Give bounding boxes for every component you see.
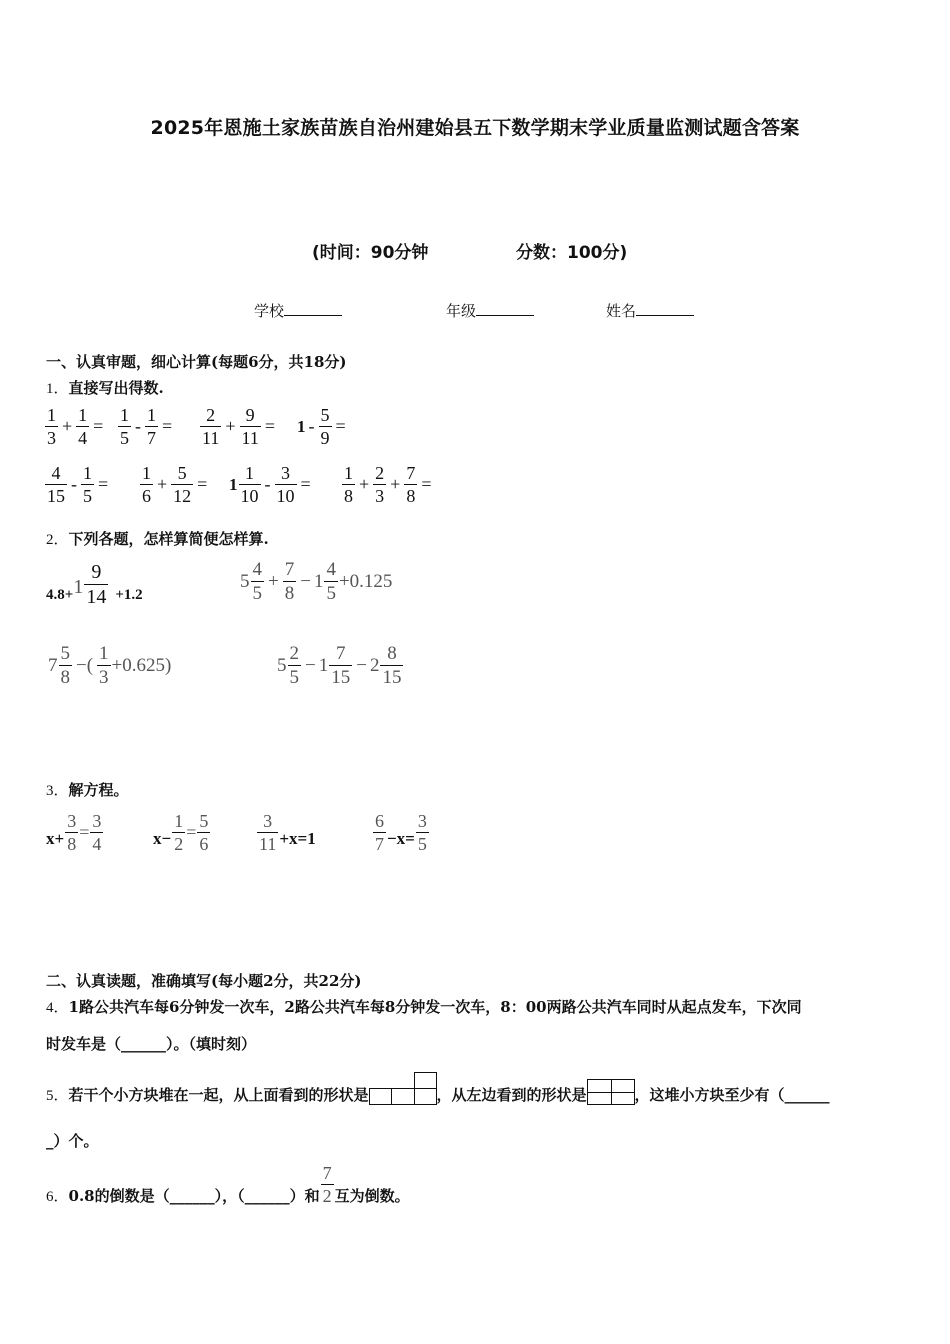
name-label: 姓名 — [606, 302, 637, 320]
school-label: 学校 — [254, 302, 285, 320]
section1-heading: 一、认真审题，细心计算(每题6分，共18分) — [46, 353, 347, 371]
section2-heading: 二、认真读题，准确填写(每小题2分，共22分) — [46, 972, 362, 990]
question-5-line2 — [46, 1130, 99, 1151]
fraction: 5 8 — [60, 643, 70, 688]
school-field — [254, 300, 342, 321]
simplify-1: 4.8+ 1 9 14 +1.2 — [46, 561, 143, 608]
question-text: 0.8的倒数是（______），（______）和 — [68, 1187, 320, 1205]
question-3 — [46, 779, 129, 800]
fraction: 1 3 — [99, 643, 109, 688]
question-number: 3． — [46, 783, 69, 799]
question-text: 若干个小方块堆在一起，从上面看到的形状是 — [68, 1086, 369, 1104]
calc-2-1: 4 15 - $\frac{1}{5}$ = — [47, 463, 109, 506]
equation-3: 3 11 +x=1 — [259, 811, 316, 854]
question-5-line1 — [46, 1079, 830, 1105]
fraction: 7 2 — [322, 1163, 332, 1206]
fraction: $\frac{5}{9}$ — [320, 405, 330, 448]
fraction: 1 5 — [120, 405, 129, 448]
question-1 — [46, 377, 164, 398]
question-4-line2 — [46, 1033, 256, 1054]
fraction: $\frac{1}{2}$ — [174, 811, 184, 854]
equation-4: 6 7 −x= $\frac{3}{5}$ — [375, 811, 427, 854]
calc-2-4: 1 8 + $\frac{2}{3}$ + $\frac{7}{8}$ = — [344, 463, 432, 506]
name-blank — [636, 301, 694, 316]
total-score: 分数：100分) — [516, 243, 628, 263]
calc-1-2: 1 5 - $\frac{1}{7}$ = — [120, 405, 173, 448]
fraction: 8 15 — [382, 643, 402, 688]
fraction: $\frac{1}{7}$ — [147, 405, 156, 448]
fraction: 1 6 — [142, 463, 151, 506]
fraction: 4 5 — [326, 559, 336, 604]
fraction: $\frac{5}{6}$ — [199, 811, 209, 854]
fraction: 1 10 — [240, 463, 259, 506]
question-text: 解方程。 — [68, 781, 129, 799]
time-limit: (时间：90分钟 — [312, 243, 429, 263]
fraction: 1 3 — [47, 405, 56, 448]
simplify-2: 5 4 5 + $\frac{7}{8}$ − 1 4 5 +0.125 — [240, 559, 393, 604]
fraction: $\frac{3}{8}$ — [67, 811, 77, 854]
grade-blank — [476, 301, 534, 316]
question-number: 4． — [46, 1000, 69, 1016]
fraction: 2 11 — [202, 405, 220, 448]
question-text: ，这堆小方块至少有（______ — [634, 1086, 830, 1104]
calc-1-3: 2 11 + $\frac{9}{11}$ = — [202, 405, 275, 448]
calc-2-2: 1 6 + $\frac{5}{12}$ = — [142, 463, 208, 506]
fraction: 1 8 — [344, 463, 353, 506]
question-text: 互为倒数。 — [334, 1187, 410, 1205]
equation-2: x− $\frac{1}{2}$ = $\frac{5}{6}$ — [153, 811, 209, 854]
simplify-3: 7 5 8 −( 1 3 +0.625) — [48, 643, 172, 688]
fraction: $\frac{7}{8}$ — [284, 559, 295, 604]
question-number: 1． — [46, 381, 69, 397]
left-view-shape — [587, 1079, 635, 1105]
question-text: 1路公共汽车每6分钟发一次车，2路公共汽车每8分钟发一次车，8：00两路公共汽车同时从起点发车，下次同 — [68, 998, 802, 1016]
calc-1-4: 1 - $\frac{5}{9}$ = — [297, 405, 346, 448]
question-2 — [46, 528, 269, 549]
question-text: 时发车是（______）。（填时刻） — [46, 1035, 257, 1053]
question-4-line1 — [46, 996, 802, 1017]
fraction: 4 5 — [252, 559, 262, 604]
fraction: $\frac{9}{11}$ — [241, 405, 259, 448]
grade-label: 年级 — [446, 302, 477, 320]
fraction: $\frac{2}{3}$ — [375, 463, 385, 506]
fraction: 4 15 — [47, 463, 65, 506]
fraction: 3 11 — [259, 811, 277, 854]
question-6 — [46, 1163, 410, 1206]
question-text: ，从左边看到的形状是 — [436, 1086, 587, 1104]
calc-1-1: 1 3 + $\frac{1}{4}$ = — [47, 405, 104, 448]
fraction: 2 5 — [289, 643, 299, 688]
question-text: _）个。 — [46, 1132, 99, 1150]
fraction: $\frac{1}{4}$ — [78, 405, 88, 448]
question-text: 直接写出得数. — [68, 379, 164, 397]
equation-1: x+ $\frac{3}{8}$ = $\frac{3}{4}$ — [46, 811, 102, 854]
calc-2-3: 1 1 10 - $\frac{3}{10}$ = — [229, 463, 311, 506]
fraction: 7 15 — [331, 643, 351, 688]
simplify-4: 5 2 5 − 1 7 15 − 2 8 15 — [277, 643, 402, 688]
grade-field — [446, 300, 534, 321]
fraction: $\frac{5}{12}$ — [173, 463, 192, 506]
question-number: 2． — [46, 532, 69, 548]
fraction: 6 7 — [375, 811, 384, 854]
fraction: $\frac{3}{5}$ — [417, 811, 427, 854]
fraction: $\frac{3}{4}$ — [92, 811, 102, 854]
fraction: $\frac{1}{5}$ — [83, 463, 92, 506]
question-number: 6． — [46, 1189, 69, 1205]
fraction: 9 14 — [86, 561, 107, 608]
school-blank — [284, 301, 342, 316]
name-field — [606, 300, 694, 321]
fraction: $\frac{7}{8}$ — [406, 463, 416, 506]
question-text: 下列各题，怎样算简便怎样算. — [68, 530, 269, 548]
question-number: 5． — [46, 1088, 69, 1104]
fraction: $\frac{3}{10}$ — [276, 463, 295, 506]
top-view-shape — [369, 1072, 437, 1105]
page-title: 2025年恩施土家族苗族自治州建始县五下数学期末学业质量监测试题含答案 — [150, 117, 800, 139]
